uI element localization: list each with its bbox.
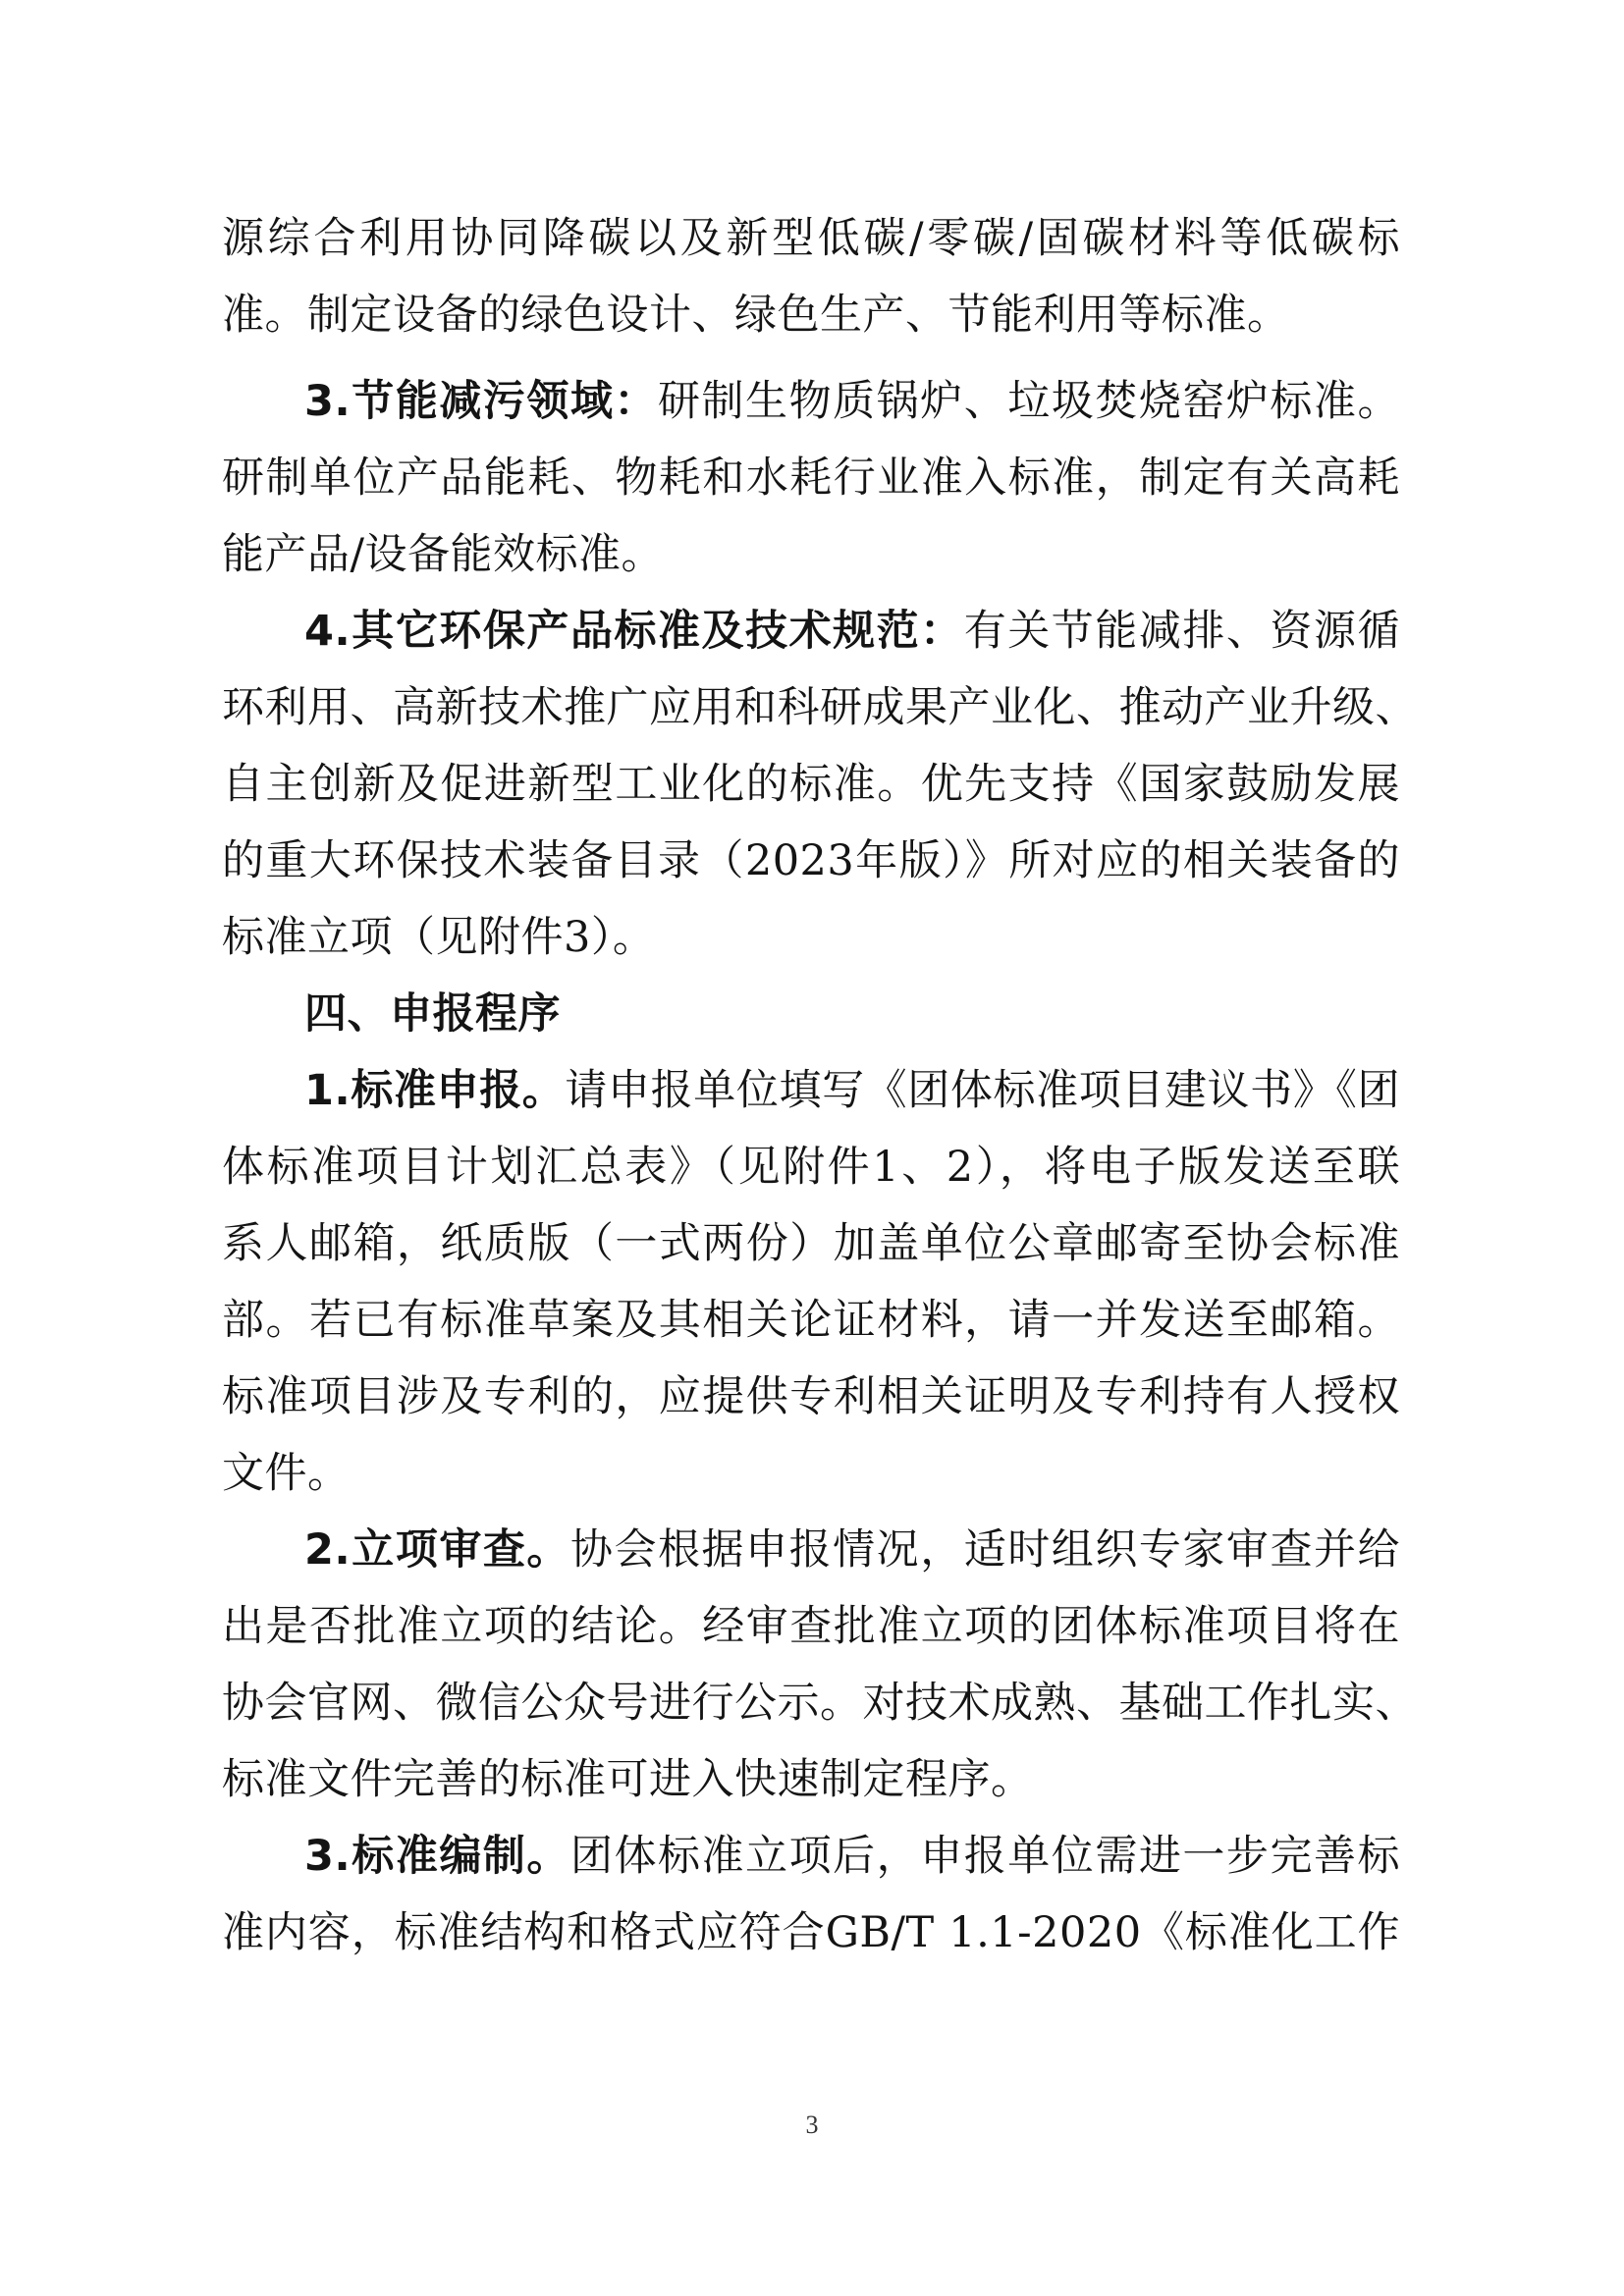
paragraph-line: 标准立项（见附件3）。 (222, 913, 656, 962)
item-text: 请申报单位填写《团体标准项目建议书》《团 (565, 1066, 1400, 1115)
paragraph-first-line (304, 1512, 1400, 1588)
paragraph-line: 源综合利用协同降碳以及新型低碳/零碳/固碳材料等低碳标 (222, 214, 1400, 263)
item-text: 研制生物质锅炉、垃圾焚烧窑炉标准。 (658, 377, 1400, 426)
item-text: 团体标准立项后，申报单位需进一步完善标 (569, 1832, 1401, 1881)
paragraph-line: 标准文件完善的标准可进入快速制定程序。 (222, 1755, 1034, 1804)
item-text: 协会根据申报情况，适时组织专家审查并给 (569, 1525, 1401, 1575)
paragraph-first-line (304, 1052, 1400, 1129)
section-heading: 四、申报程序 (304, 989, 561, 1039)
item-heading: 3.标准编制。 (304, 1832, 570, 1881)
paragraph-line: 研制单位产品能耗、物耗和水耗行业准入标准，制定有关高耗 (222, 454, 1400, 503)
paragraph-line: 的重大环保技术装备目录（2023年版）》所对应的相关装备的 (222, 836, 1400, 885)
page-number: 3 (805, 2110, 819, 2139)
paragraph-line: 准内容，标准结构和格式应符合GB/T 1.1-2020《标准化工作 (222, 1908, 1400, 1957)
item-heading: 2.立项审查。 (304, 1525, 570, 1575)
item-heading: 3.节能减污领域： (304, 377, 658, 426)
paragraph-first-line (304, 593, 1400, 669)
paragraph-first-line (304, 363, 1400, 440)
item-heading: 1.标准申报。 (304, 1066, 566, 1115)
paragraph-line: 环利用、高新技术推广应用和科研成果产业化、推动产业升级、 (222, 683, 1418, 732)
paragraph-line: 系人邮箱，纸质版（一式两份）加盖单位公章邮寄至协会标准 (222, 1219, 1400, 1268)
paragraph-line: 体标准项目计划汇总表》（见附件1、2），将电子版发送至联 (222, 1143, 1400, 1192)
item-text: 有关节能减排、资源循 (963, 607, 1400, 656)
paragraph-line: 部。若已有标准草案及其相关论证材料，请一并发送至邮箱。 (222, 1296, 1400, 1345)
paragraph-line: 出是否批准立项的结论。经审查批准立项的团体标准项目将在 (222, 1602, 1400, 1651)
paragraph-line: 标准项目涉及专利的，应提供专利相关证明及专利持有人授权 (222, 1372, 1400, 1421)
item-heading: 4.其它环保产品标准及技术规范： (304, 607, 964, 656)
paragraph-line: 准。制定设备的绿色设计、绿色生产、节能利用等标准。 (222, 291, 1290, 340)
paragraph-line: 能产品/设备能效标准。 (222, 530, 664, 579)
paragraph-line: 协会官网、微信公众号进行公示。对技术成熟、基础工作扎实、 (222, 1679, 1418, 1728)
paragraph-first-line (304, 1818, 1400, 1895)
paragraph-line: 自主创新及促进新型工业化的标准。优先支持《国家鼓励发展 (222, 760, 1400, 809)
paragraph-line: 文件。 (222, 1449, 351, 1498)
